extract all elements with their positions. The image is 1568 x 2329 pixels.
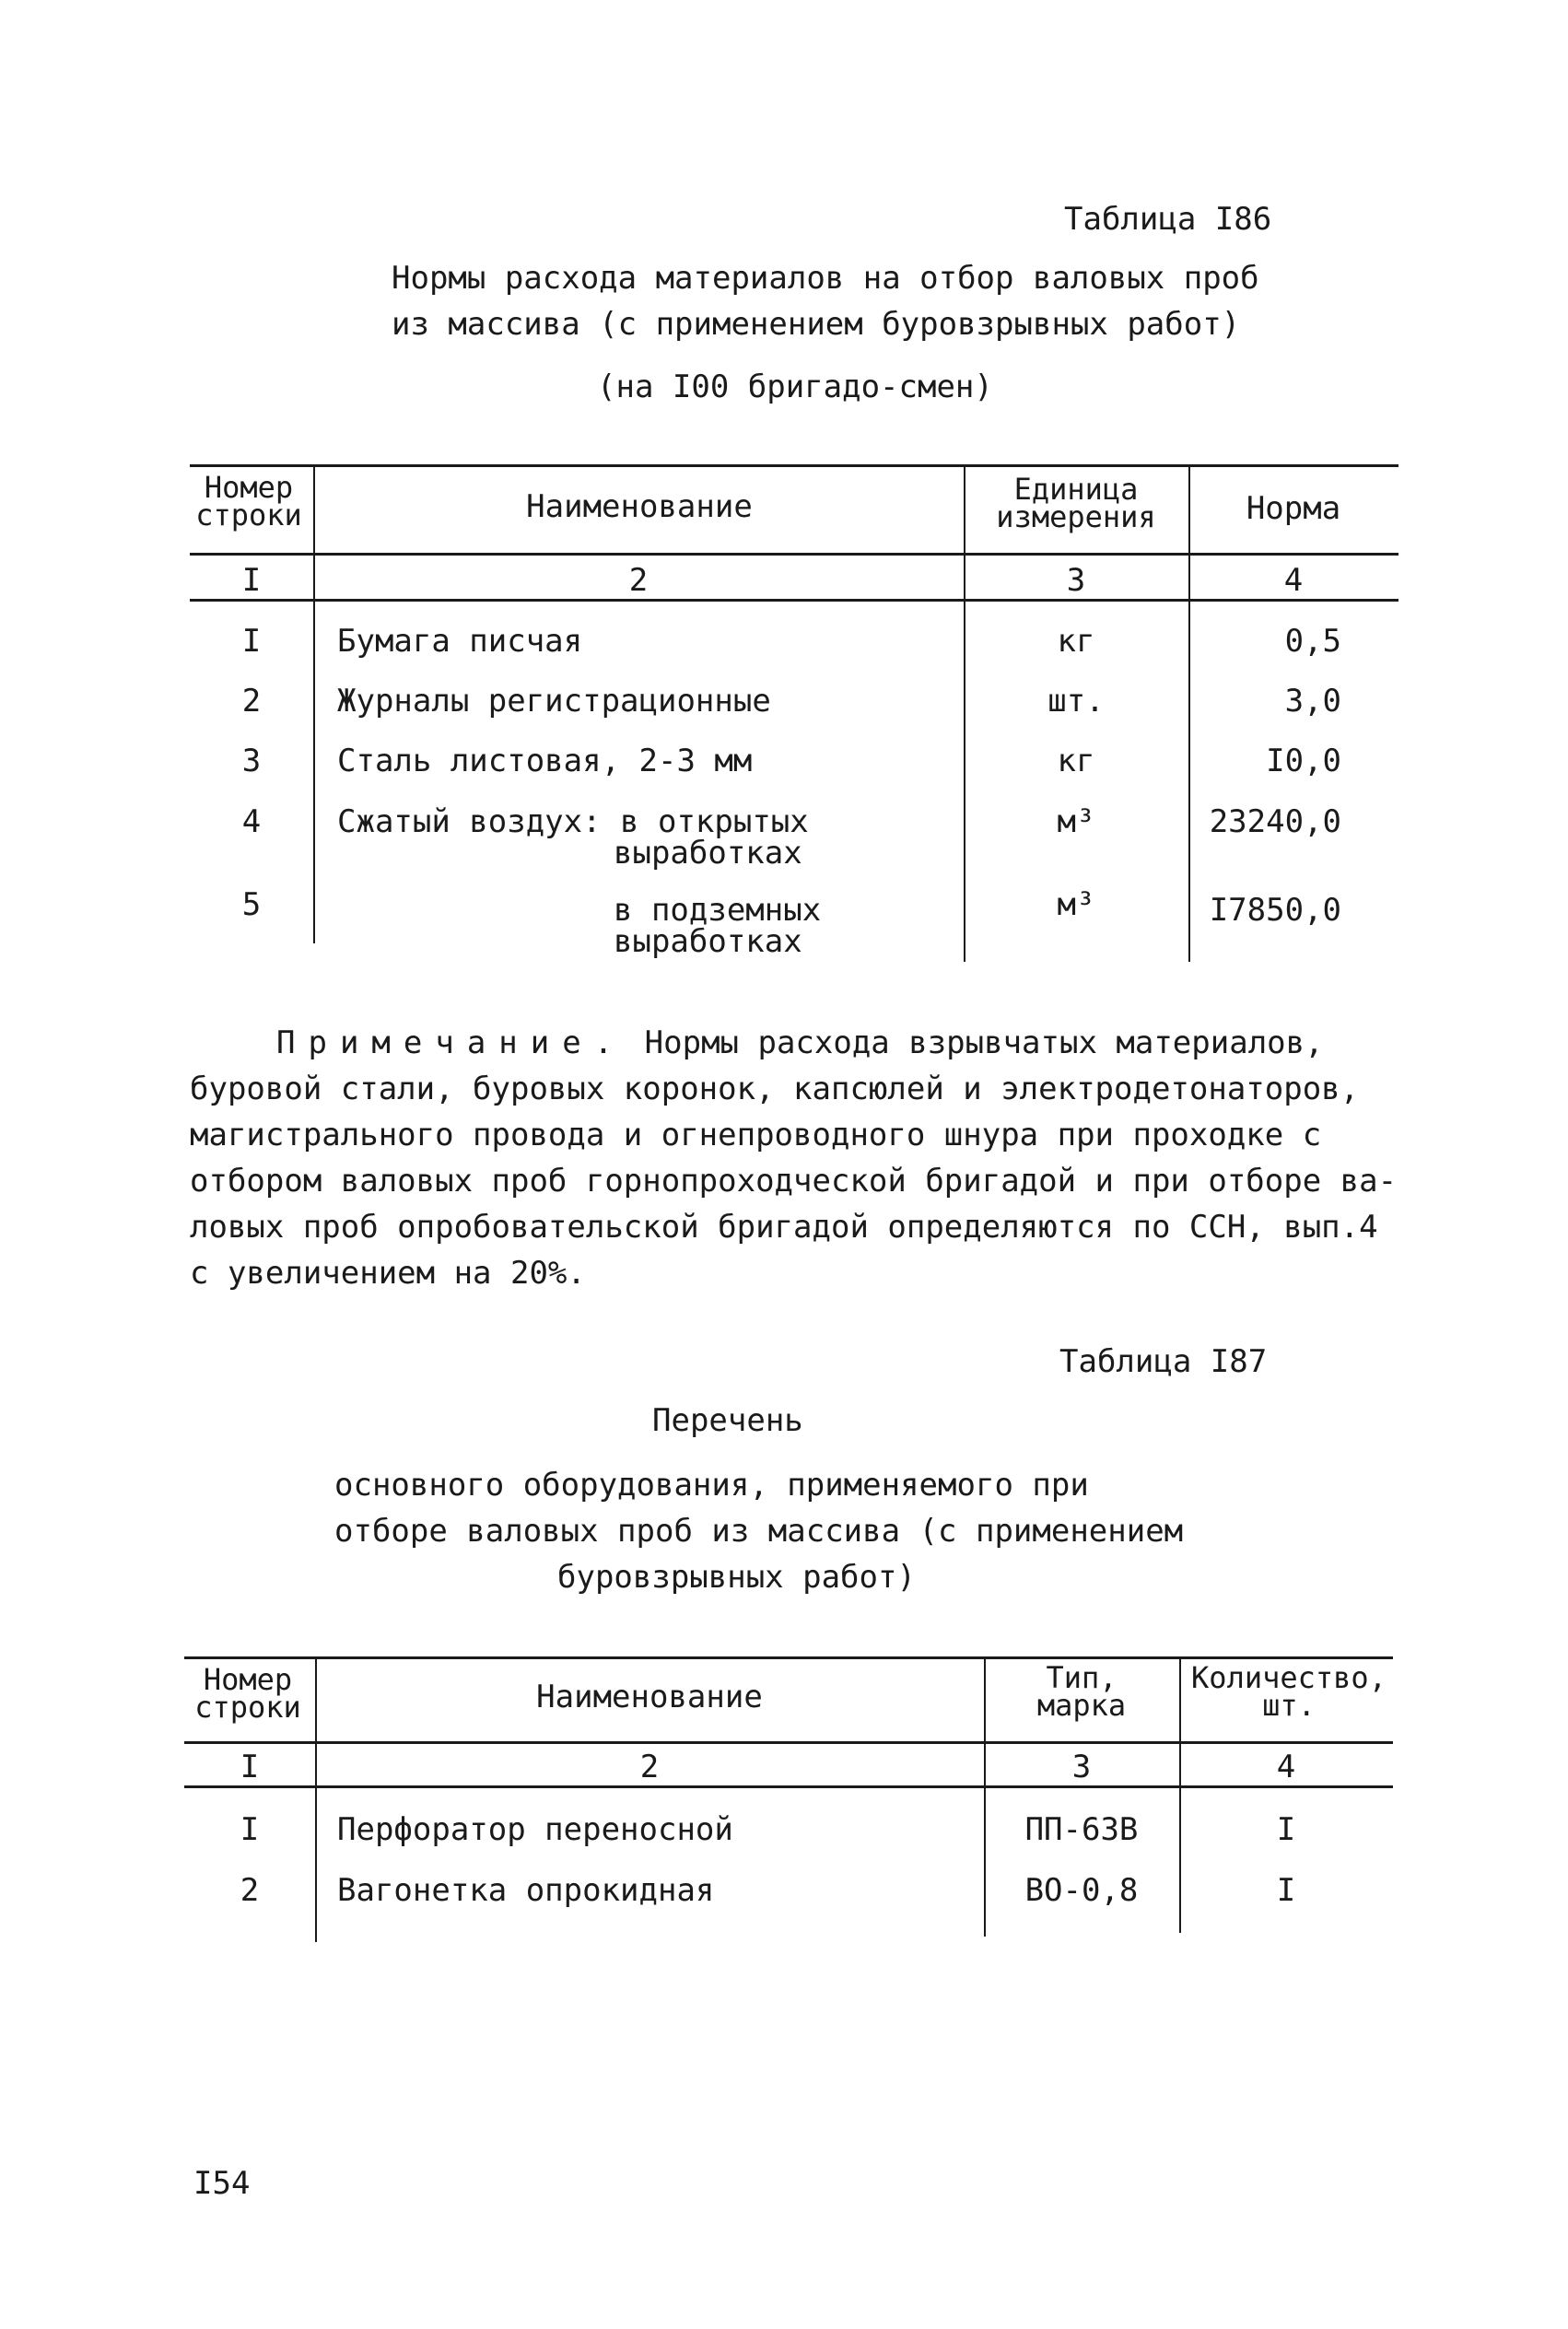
table-186-subtitle: (на I00 бригадо-смен) [597, 369, 993, 405]
note-heading: Примечание. [276, 1024, 626, 1061]
row-number: 2 [240, 1872, 260, 1909]
row-type: ВО-0,8 [1024, 1872, 1139, 1909]
row-name: Бумага писчая [337, 623, 583, 660]
row-unit: м³ [1057, 886, 1095, 923]
header-unit-line1: Единица [1013, 472, 1139, 507]
header-unit-line2: измерения [996, 499, 1156, 534]
table-186-top-rule [190, 464, 1398, 467]
table-187-header-name: Наименование [536, 1679, 763, 1715]
table-187-title-line1: Перечень [652, 1402, 803, 1439]
table-187-colnum-2: 2 [639, 1749, 660, 1785]
row-norm: 23240,0 [1209, 803, 1341, 840]
note-line-3: магистрального провода и огнепроводного шнура при проходке с [190, 1117, 1322, 1153]
table-186-title-line2: из массива (с применением буровзрывных работ) [392, 306, 1241, 343]
table-186-header-name: Наименование [526, 488, 753, 525]
row-qty: I [1276, 1872, 1296, 1909]
table-187-colnum-rule [184, 1785, 1393, 1788]
header-number-line1: Номер [203, 1662, 293, 1697]
table-186-label: Таблица I86 [1064, 201, 1272, 238]
note-line-1-text: Нормы расхода взрывчатых материалов, [644, 1024, 1324, 1061]
row-name: Перфоратор переносной [337, 1811, 733, 1848]
header-number-line2: строки [194, 1690, 301, 1725]
header-type-line2: марка [1036, 1688, 1127, 1723]
header-type-line1: Тип, [1046, 1660, 1117, 1695]
header-number-line1: Номер [204, 470, 294, 505]
row-norm: 3,0 [1284, 683, 1341, 720]
table-186-divider-1 [313, 464, 315, 943]
table-187-top-rule [184, 1656, 1393, 1659]
row-norm: I0,0 [1266, 743, 1341, 779]
table-186-colnum-4: 4 [1283, 562, 1304, 599]
page-number: I54 [193, 2165, 251, 2202]
row-number: 5 [241, 886, 262, 923]
table-186-header-rule [190, 553, 1398, 556]
table-187-header-qty [1179, 1660, 1398, 1723]
row-number: I [241, 623, 262, 660]
row-name: в подземных [614, 892, 822, 929]
table-187-colnum-1: I [240, 1749, 260, 1785]
table-187-colnum-4: 4 [1276, 1749, 1296, 1785]
header-qty-line1: Количество, [1191, 1660, 1387, 1695]
note-line-4: отбором валовых проб горнопроходческой бригадой и при отборе ва- [190, 1163, 1398, 1200]
row-number: 3 [241, 743, 262, 779]
note-line-5: ловых проб опробовательской бригадой определяются по ССН, вып.4 [190, 1209, 1378, 1246]
table-187-header-type [984, 1660, 1179, 1723]
table-187-title-line4: буровзрывных работ) [557, 1559, 916, 1596]
row-qty: I [1276, 1811, 1296, 1848]
row-name: Журналы регистрационные [337, 683, 771, 720]
row-type: ПП-63В [1024, 1811, 1139, 1848]
row-number: 2 [241, 683, 262, 720]
row-unit: кг [1057, 743, 1095, 779]
table-187-header-rule [184, 1741, 1393, 1744]
note-line-2: буровой стали, буровых коронок, капсюлей и электродетонаторов, [190, 1071, 1360, 1107]
row-unit: кг [1057, 623, 1095, 660]
row-number: 4 [241, 803, 262, 840]
row-norm: I7850,0 [1209, 892, 1341, 929]
table-186-header-norm: Норма [1246, 490, 1341, 527]
table-186-title-line1: Нормы расхода материалов на отбор валовых проб [392, 260, 1259, 297]
table-186-colnum-1: I [241, 562, 262, 599]
row-name: Сталь листовая, 2-3 мм [337, 743, 753, 779]
row-name: Сжатый воздух: в открытых [337, 803, 809, 840]
note-line-1 [276, 1024, 1324, 1061]
table-186-colnum-rule [190, 599, 1398, 602]
table-187-colnum-3: 3 [1071, 1749, 1092, 1785]
table-186-header-number [184, 470, 313, 533]
row-norm: 0,5 [1284, 623, 1341, 660]
row-unit: шт. [1047, 683, 1105, 720]
table-187-title-line3: отборе валовых проб из массива (с применением [334, 1513, 1184, 1550]
note-line-6: с увеличением на 20%. [190, 1255, 586, 1292]
row-name-continuation: выработках [614, 923, 802, 960]
row-unit: м³ [1057, 803, 1095, 840]
row-name-continuation: выработках [614, 835, 802, 872]
row-name: Вагонетка опрокидная [337, 1872, 715, 1909]
table-187-label: Таблица I87 [1059, 1343, 1268, 1380]
table-187-header-number [181, 1662, 315, 1725]
table-186-colnum-3: 3 [1066, 562, 1086, 599]
header-qty-line2: шт. [1262, 1688, 1316, 1723]
table-186-colnum-2: 2 [628, 562, 649, 599]
row-number: I [240, 1811, 260, 1848]
table-186-header-unit [964, 472, 1188, 534]
table-187-title-line2: основного оборудования, применяемого при [334, 1467, 1089, 1504]
header-number-line2: строки [195, 497, 302, 533]
